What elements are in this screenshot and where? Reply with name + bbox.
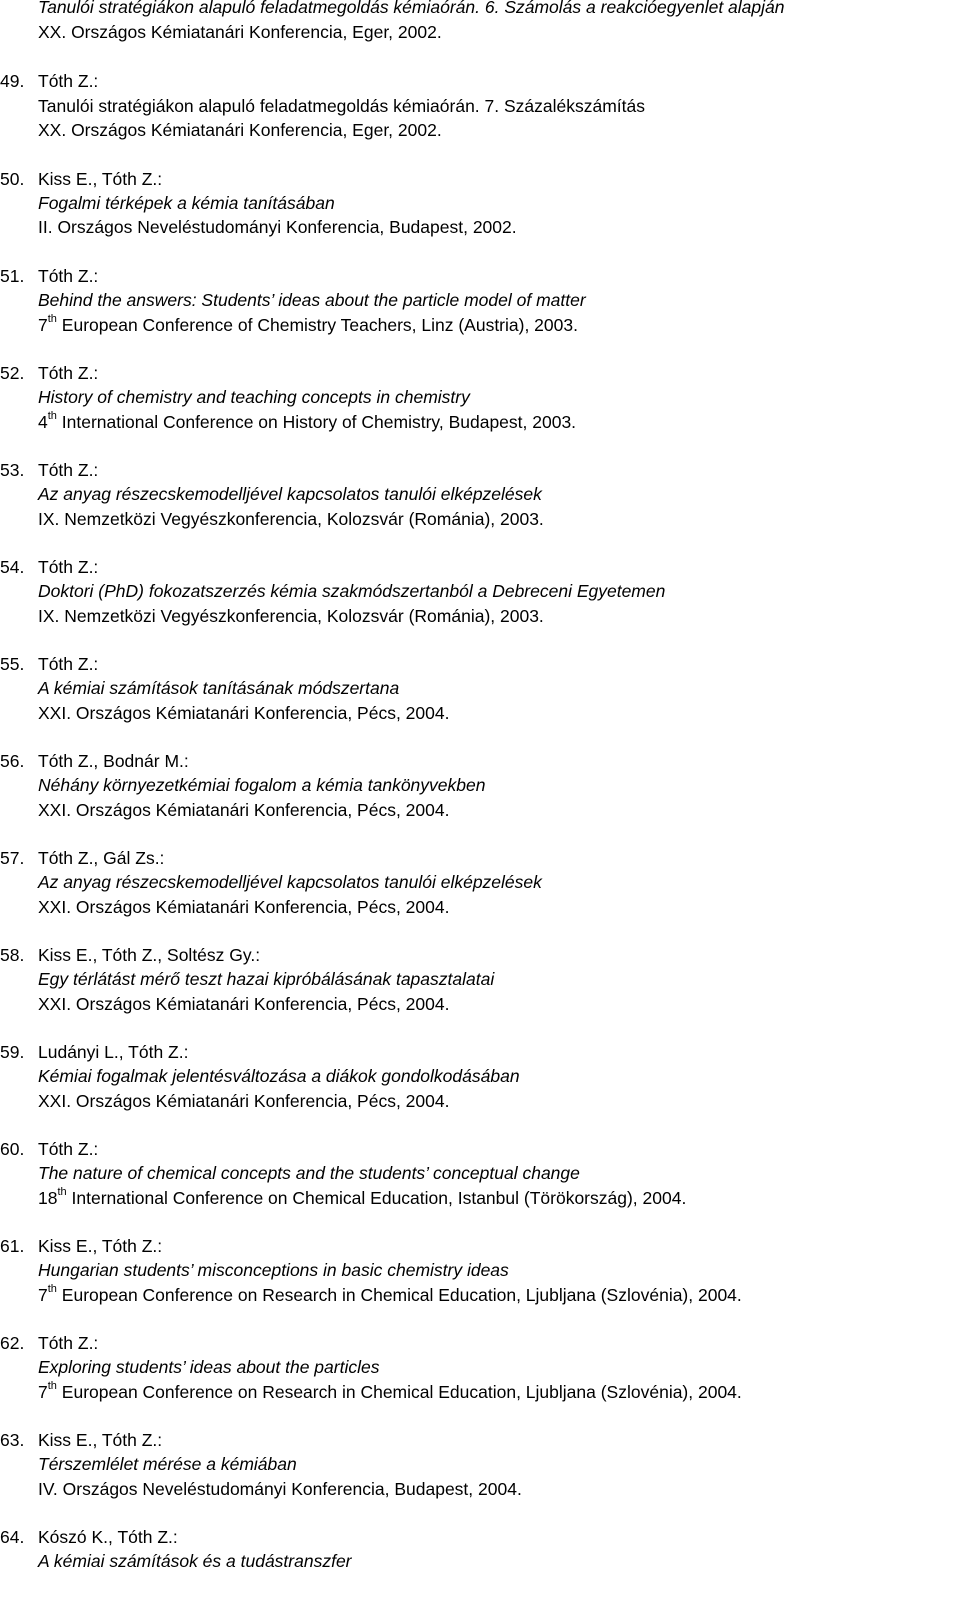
entry-number: 58.: [0, 945, 25, 965]
entry-53-title: Az anyag részecskemodelljével kapcsolatos tanulói elképzelések: [38, 484, 542, 504]
entry-authors: Tóth Z.:: [38, 363, 99, 383]
entry-52-head: [0, 361, 98, 385]
entry-50-head: [0, 167, 162, 191]
entry-50-venue: II. Országos Neveléstudományi Konferencia, Budapest, 2002.: [38, 217, 517, 237]
entry-number: 59.: [0, 1042, 25, 1062]
entry-number: 63.: [0, 1430, 25, 1450]
entry-authors: Tóth Z.:: [38, 654, 99, 674]
entry-62-head: [0, 1331, 98, 1355]
venue-text: European Conference on Research in Chemical Education, Ljubljana (Szlovénia), 2004.: [56, 1285, 742, 1305]
entry-number: 50.: [0, 169, 25, 189]
venue-ordinal: 4: [38, 412, 48, 432]
entry-54-head: [0, 555, 98, 579]
lead-in-title: Tanulói stratégiákon alapuló feladatmegoldás kémiaórán. 6. Számolás a reakcióegyenlet alapján: [38, 0, 785, 17]
lead-in-venue: XX. Országos Kémiatanári Konferencia, Eger, 2002.: [38, 22, 442, 42]
entry-authors: Tóth Z.:: [38, 266, 99, 286]
entry-number: 52.: [0, 363, 25, 383]
entry-64-title: A kémiai számítások és a tudástranszfer: [38, 1551, 352, 1571]
entry-number: 57.: [0, 848, 25, 868]
venue-text: International Conference on History of Chemistry, Budapest, 2003.: [56, 412, 577, 432]
entry-49-title: Tanulói stratégiákon alapuló feladatmegoldás kémiaórán. 7. Százalékszámítás: [38, 96, 646, 116]
entry-54-title: Doktori (PhD) fokozatszerzés kémia szakmódszertanból a Debreceni Egyetemen: [38, 581, 666, 601]
entry-55-head: [0, 652, 98, 676]
entry-64-head: [0, 1525, 178, 1549]
entry-57-venue: XXI. Országos Kémiatanári Konferencia, Pécs, 2004.: [38, 897, 450, 917]
entry-60-venue: [38, 1186, 686, 1210]
venue-ordinal: 7: [38, 1285, 48, 1305]
entry-58-title: Egy térlátást mérő teszt hazai kipróbálásának tapasztalatai: [38, 969, 495, 989]
venue-ordinal: 18: [38, 1188, 58, 1208]
entry-authors: Tóth Z.:: [38, 71, 99, 91]
entry-number: 61.: [0, 1236, 25, 1256]
entry-49-head: [0, 69, 98, 93]
entry-53-venue: IX. Nemzetközi Vegyészkonferencia, Kolozsvár (Románia), 2003.: [38, 509, 544, 529]
entry-63-head: [0, 1428, 162, 1452]
venue-ordinal-suffix: th: [47, 1283, 57, 1296]
entry-59-venue: XXI. Országos Kémiatanári Konferencia, Pécs, 2004.: [38, 1091, 450, 1111]
entry-authors: Kószó K., Tóth Z.:: [38, 1527, 178, 1547]
entry-62-venue: [38, 1380, 742, 1404]
entry-authors: Tóth Z.:: [38, 1139, 99, 1159]
entry-57-head: [0, 846, 164, 870]
entry-49-venue: XX. Országos Kémiatanári Konferencia, Eger, 2002.: [38, 120, 442, 140]
entry-number: 53.: [0, 460, 25, 480]
venue-ordinal-suffix: th: [47, 313, 57, 326]
entry-58-venue: XXI. Országos Kémiatanári Konferencia, Pécs, 2004.: [38, 994, 450, 1014]
entry-number: 64.: [0, 1527, 25, 1547]
entry-number: 49.: [0, 71, 25, 91]
entry-60-title: The nature of chemical concepts and the students’ conceptual change: [38, 1163, 580, 1183]
entry-authors: Kiss E., Tóth Z., Soltész Gy.:: [38, 945, 261, 965]
entry-number: 51.: [0, 266, 25, 286]
entry-50-title: Fogalmi térképek a kémia tanításában: [38, 193, 335, 213]
entry-63-venue: IV. Országos Neveléstudományi Konferencia, Budapest, 2004.: [38, 1479, 522, 1499]
entry-51-title: Behind the answers: Students’ ideas about the particle model of matter: [38, 290, 586, 310]
venue-ordinal-suffix: th: [57, 1186, 67, 1199]
entry-authors: Tóth Z., Bodnár M.:: [38, 751, 189, 771]
entry-number: 60.: [0, 1139, 25, 1159]
entry-51-head: [0, 264, 98, 288]
venue-text: European Conference on Research in Chemical Education, Ljubljana (Szlovénia), 2004.: [56, 1382, 742, 1402]
venue-ordinal: 7: [38, 315, 48, 335]
entry-number: 54.: [0, 557, 25, 577]
entry-55-title: A kémiai számítások tanításának módszertana: [38, 678, 400, 698]
entry-51-venue: [38, 313, 578, 337]
entry-62-title: Exploring students’ ideas about the particles: [38, 1357, 380, 1377]
entry-authors: Kiss E., Tóth Z.:: [38, 1236, 163, 1256]
entry-59-head: [0, 1040, 188, 1064]
entry-53-head: [0, 458, 98, 482]
entry-number: 62.: [0, 1333, 25, 1353]
entry-authors: Tóth Z., Gál Zs.:: [38, 848, 165, 868]
entry-59-title: Kémiai fogalmak jelentésváltozása a diákok gondolkodásában: [38, 1066, 520, 1086]
entry-61-venue: [38, 1283, 742, 1307]
entry-61-title: Hungarian students’ misconceptions in basic chemistry ideas: [38, 1260, 509, 1280]
venue-ordinal: 7: [38, 1382, 48, 1402]
entry-57-title: Az anyag részecskemodelljével kapcsolatos tanulói elképzelések: [38, 872, 542, 892]
entry-authors: Kiss E., Tóth Z.:: [38, 1430, 163, 1450]
entry-authors: Tóth Z.:: [38, 557, 99, 577]
entry-58-head: [0, 943, 260, 967]
entry-63-title: Térszemlélet mérése a kémiában: [38, 1454, 297, 1474]
entry-55-venue: XXI. Országos Kémiatanári Konferencia, Pécs, 2004.: [38, 703, 450, 723]
entry-52-title: History of chemistry and teaching concepts in chemistry: [38, 387, 470, 407]
entry-number: 56.: [0, 751, 25, 771]
entry-54-venue: IX. Nemzetközi Vegyészkonferencia, Kolozsvár (Románia), 2003.: [38, 606, 544, 626]
venue-ordinal-suffix: th: [47, 1380, 57, 1393]
venue-text: International Conference on Chemical Education, Istanbul (Törökország), 2004.: [66, 1188, 687, 1208]
entry-56-head: [0, 749, 189, 773]
entry-61-head: [0, 1234, 162, 1258]
entry-60-head: [0, 1137, 98, 1161]
entry-authors: Tóth Z.:: [38, 460, 99, 480]
entry-56-title: Néhány környezetkémiai fogalom a kémia tankönyvekben: [38, 775, 486, 795]
entry-56-venue: XXI. Országos Kémiatanári Konferencia, Pécs, 2004.: [38, 800, 450, 820]
entry-authors: Ludányi L., Tóth Z.:: [38, 1042, 189, 1062]
entry-52-venue: [38, 410, 576, 434]
entry-authors: Tóth Z.:: [38, 1333, 99, 1353]
entry-authors: Kiss E., Tóth Z.:: [38, 169, 163, 189]
entry-number: 55.: [0, 654, 25, 674]
venue-text: European Conference of Chemistry Teachers, Linz (Austria), 2003.: [56, 315, 578, 335]
venue-ordinal-suffix: th: [47, 410, 57, 423]
